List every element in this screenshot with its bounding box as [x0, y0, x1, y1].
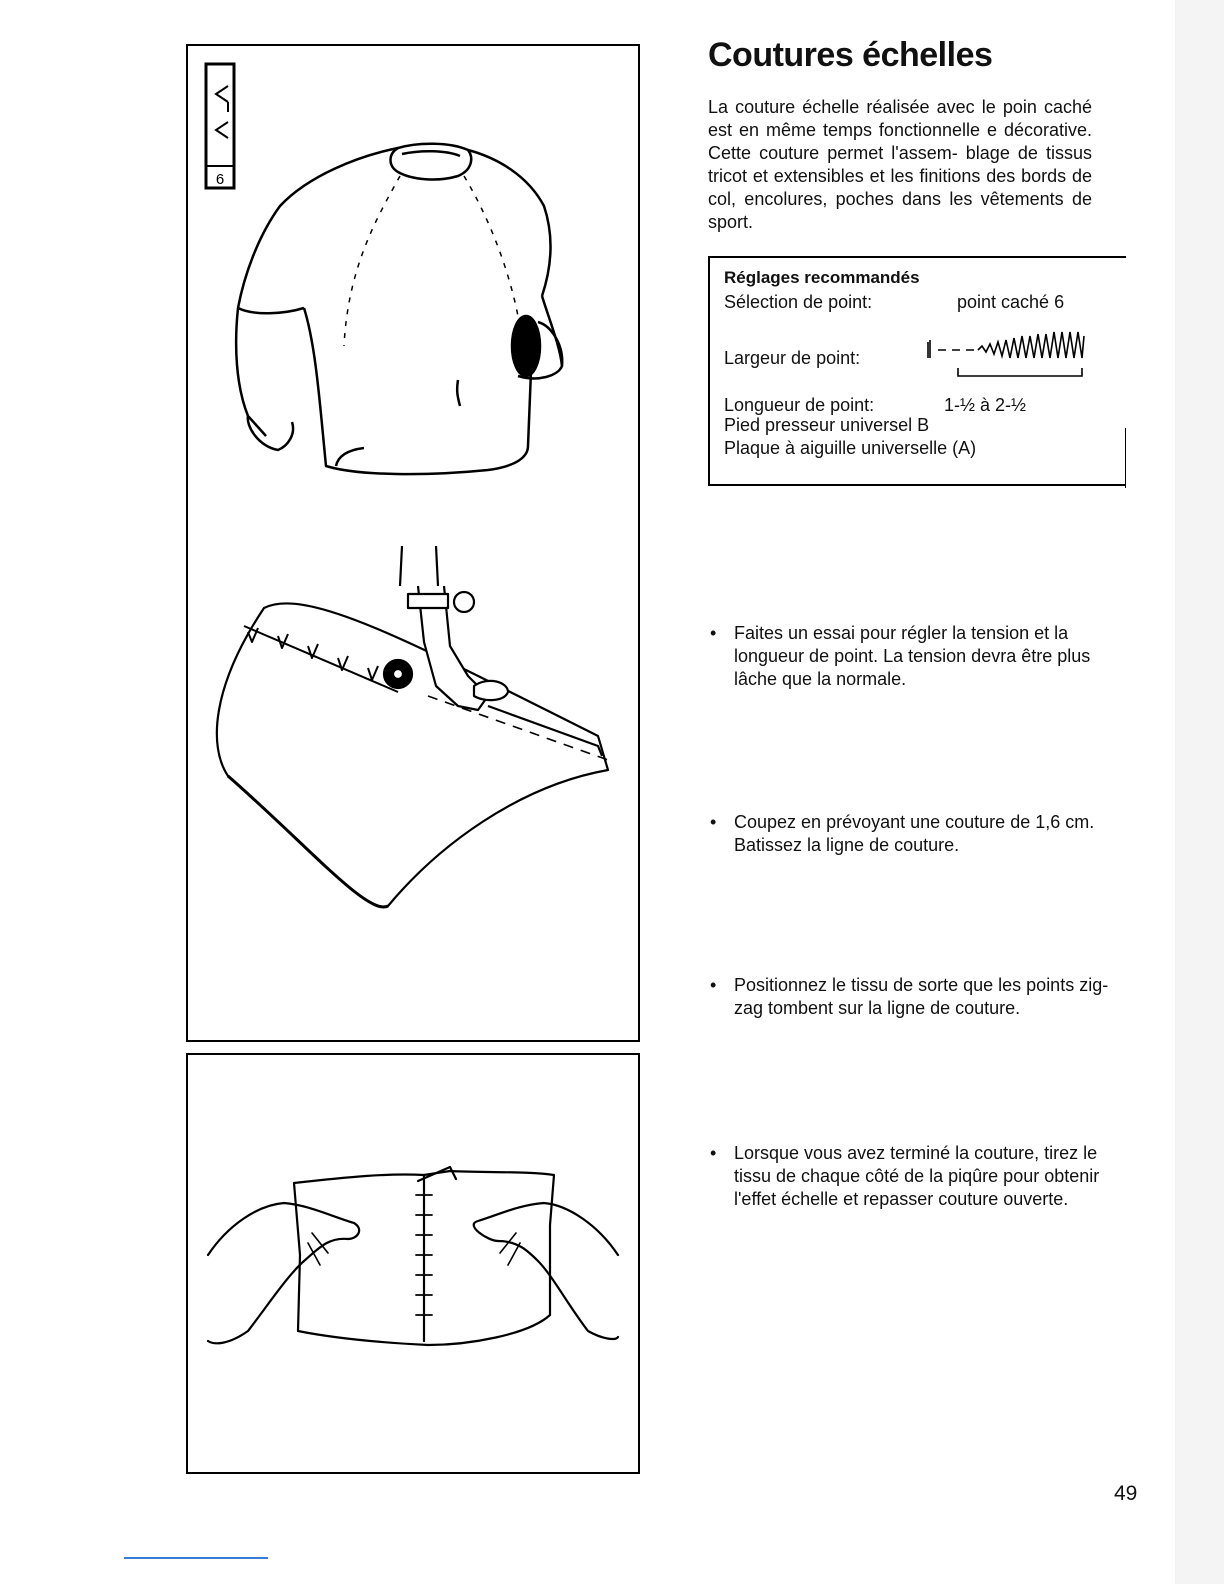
stitch-width-diagram	[924, 330, 1094, 384]
sewing-foot-drawing	[217, 546, 608, 907]
selection-value: point caché 6	[957, 292, 1065, 312]
bullet-text: Positionnez le tissu de sorte que les points zig-zag tombent sur la ligne de couture.	[734, 975, 1109, 1018]
page-title: Coutures échelles	[708, 36, 993, 74]
stitch-badge-number: 6	[215, 171, 225, 188]
needle-plate-info: Plaque à aiguille universelle (A)	[724, 438, 977, 458]
instruction-bullet	[708, 811, 1132, 857]
instruction-bullet	[708, 1142, 1132, 1211]
illustration-panel-bottom	[186, 1053, 640, 1474]
bullet-text: Lorsque vous avez terminé la couture, tirez le tissu de chaque côté de la piqûre pour obtenir l'effet échelle et repasser couture ouverte.	[734, 1143, 1100, 1209]
bullet-text: Faites un essai pour régler la tension et la longueur de point. La tension devra être plus lâche que la normale.	[734, 623, 1091, 689]
bullet-dot: •	[710, 1143, 717, 1163]
instruction-bullet	[708, 974, 1132, 1020]
illustration-panel-top	[186, 44, 640, 1042]
page-number: 49	[1114, 1482, 1138, 1505]
length-value: 1-½ à 2-½	[944, 395, 1027, 415]
width-label: Largeur de point:	[724, 348, 861, 368]
footer-link-line	[124, 1557, 268, 1559]
length-label: Longueur de point:	[724, 395, 875, 415]
instruction-bullet	[708, 622, 1132, 691]
hands-pulling-fabric-illustration	[188, 1055, 638, 1472]
selection-label: Sélection de point:	[724, 292, 873, 312]
presser-foot-info: Pied presseur universel B	[724, 415, 930, 435]
settings-title: Réglages recommandés	[724, 268, 920, 287]
bullet-dot: •	[710, 812, 717, 832]
bullet-text: Coupez en prévoyant une couture de 1,6 cm. Batissez la ligne de couture.	[734, 812, 1095, 855]
recommended-settings-box	[708, 256, 1126, 486]
intro-paragraph: La couture échelle réalisée avec le poin caché est en même temps fonctionnelle e décorative. Cette couture permet l'assem- blage de tissus tricot et extensibles et les finitions des bords de col, encolures, poches dans les vêtements de sport.	[708, 97, 1092, 232]
sweater-and-sewing-illustration	[188, 46, 638, 1040]
sweater-drawing	[236, 144, 562, 474]
bullet-dot: •	[710, 975, 717, 995]
settings-box-right-edge	[1125, 428, 1126, 488]
bullet-dot: •	[710, 623, 717, 643]
stitch-badge	[206, 64, 234, 188]
